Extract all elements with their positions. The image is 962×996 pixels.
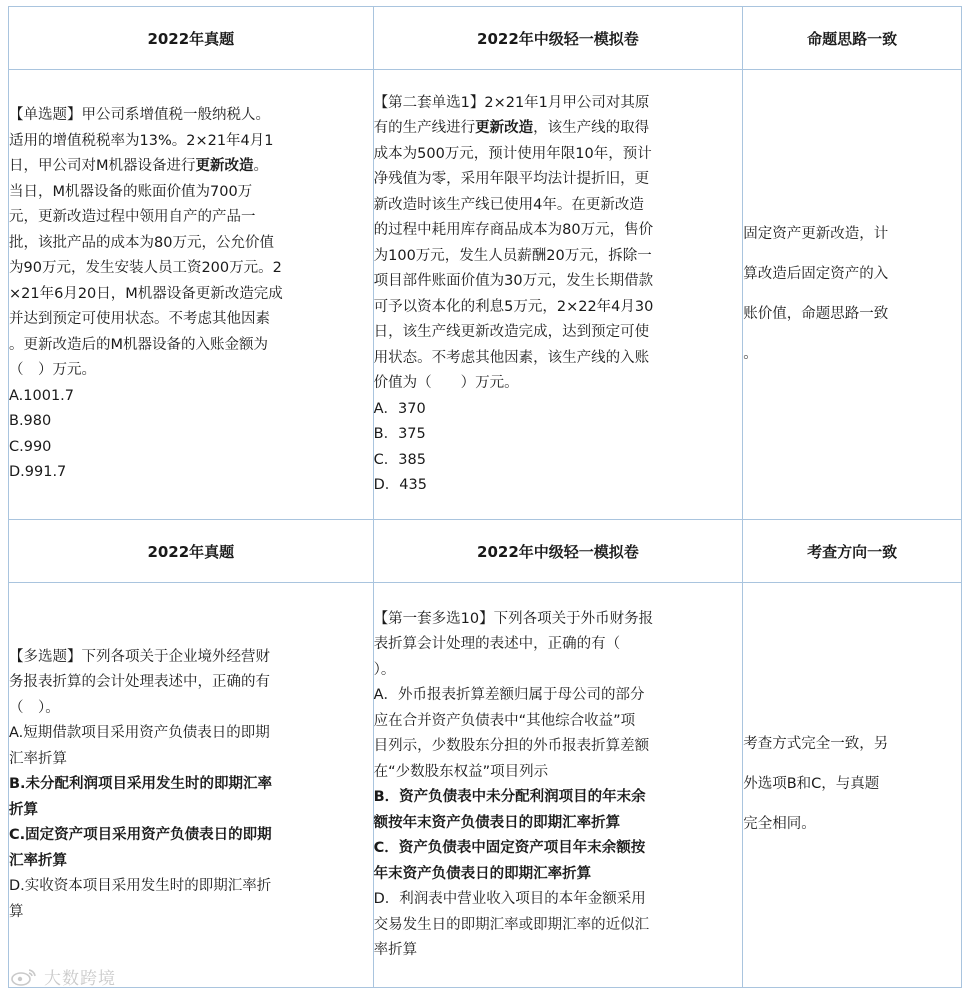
comment-cell <box>743 583 962 988</box>
text-line: D．435 <box>373 477 427 493</box>
exam-question-text <box>9 645 373 926</box>
text-line: 算 <box>9 903 24 920</box>
text-line: 净残值为零，采用年限平均法计提折旧，更 <box>373 171 650 187</box>
watermark-text: 大数跨境 <box>44 969 116 989</box>
text-line: 成本为500万元，预计使用年限10年，预计 <box>373 145 652 162</box>
weibo-logo-icon <box>10 967 40 987</box>
comparison-table <box>8 6 962 988</box>
text-line: C.固定资产项目采用资产负债表日的即期 <box>9 827 272 844</box>
col-header-mock: 2022年中级轻一模拟卷 <box>373 7 743 70</box>
text-line: 表折算会计处理的表述中，正确的有（ <box>373 636 621 652</box>
text-line: 日，甲公司对M机器设备进行更新改造。 <box>9 158 269 175</box>
mock-question-cell <box>373 70 743 520</box>
text-line: 并达到预定可使用状态。不考虑其他因素 <box>9 311 270 328</box>
text-line: 算改造后固定资产的入 <box>743 265 889 282</box>
text-line: 固定资产更新改造，计 <box>743 225 889 242</box>
exam-question-cell <box>9 70 374 520</box>
comment-text <box>743 732 961 838</box>
mock-question-text <box>374 91 743 499</box>
text-line: 折算 <box>9 801 38 818</box>
text-line: 价值为（ ）万元。 <box>373 375 519 391</box>
text-line: 为100万元，发生人员薪酬20万元，拆除一 <box>373 247 652 264</box>
text-line: 。更新改造后的M机器设备的入账金额为 <box>9 336 269 353</box>
text-line: 适用的增值税税率为13%。2×21年4月1 <box>9 132 274 149</box>
text-line: A．外币报表折算差额归属于母公司的部分 <box>373 687 645 703</box>
text-line: B．375 <box>373 426 426 442</box>
mock-question-text <box>374 607 743 964</box>
text-line: 汇率折算 <box>9 750 67 767</box>
text-line: 项目部件账面价值为30万元，发生长期借款 <box>373 273 654 289</box>
text-line: A.短期借款项目采用资产负债表日的即期 <box>9 725 270 742</box>
header-row-2 <box>9 520 962 583</box>
text-line: 汇率折算 <box>9 852 67 869</box>
text-line: 【单选题】甲公司系增值税一般纳税人。 <box>9 107 270 124</box>
text-line: 元，更新改造过程中领用自产的产品一 <box>9 209 256 226</box>
text-line: 新改造时该生产线已使用4年。在更新改造 <box>373 196 644 213</box>
text-line: C.990 <box>9 438 52 455</box>
comment-text <box>743 222 961 368</box>
text-line: 外选项B和C，与真题 <box>743 776 880 793</box>
exam-question-text <box>9 103 373 486</box>
text-line: 考查方式完全一致，另 <box>743 736 889 753</box>
text-line: 日，该生产线更新改造完成，达到预定可使 <box>373 324 650 340</box>
text-line: 在“少数股东权益”项目列示 <box>373 763 549 780</box>
bold-phrase: 更新改造 <box>475 120 534 136</box>
text-line: 可予以资本化的利息5万元，2×22年4月30 <box>373 298 654 315</box>
text-line: 账价值，命题思路一致 <box>743 305 889 322</box>
text-line: 目列示，少数股东分担的外币报表折算差额 <box>373 738 650 754</box>
text-line: 完全相同。 <box>743 816 816 833</box>
text-line: 【多选题】下列各项关于企业境外经营财 <box>9 648 270 665</box>
text-line: 务报表折算的会计处理表述中，正确的有 <box>9 674 270 691</box>
text-line: D.实收资本项目采用发生时的即期汇率折 <box>9 878 272 895</box>
text-line: 的过程中耗用库存商品成本为80万元，售价 <box>373 222 654 238</box>
text-line: ）。 <box>373 661 396 678</box>
header-row-1 <box>9 7 962 70</box>
col-header-exam: 2022年真题 <box>9 520 374 583</box>
text-line: B．资产负债表中未分配利润项目的年末余 <box>373 789 646 805</box>
text-line: 当日，M机器设备的账面价值为700万 <box>9 183 253 200</box>
text-line: 应在合并资产负债表中“其他综合收益”项 <box>373 712 636 729</box>
comment-cell <box>743 70 962 520</box>
text-line: B.980 <box>9 413 52 430</box>
bold-phrase: 更新改造 <box>195 158 254 175</box>
text-line: （ ）。 <box>9 699 60 716</box>
text-line: A．370 <box>373 400 426 417</box>
text-line: 交易发生日的即期汇率或即期汇率的近似汇 <box>373 916 650 933</box>
watermark <box>10 964 116 989</box>
text-line: ×21年6月20日，M机器设备更新改造完成 <box>9 285 283 302</box>
text-line: C．385 <box>373 451 426 468</box>
text-line: 批，该批产品的成本为80万元，公允价值 <box>9 234 274 251</box>
text-line: D．利润表中营业收入项目的本年金额采用 <box>373 891 646 907</box>
text-line: 有的生产线进行更新改造，该生产线的取得 <box>373 120 650 136</box>
col-header-exam: 2022年真题 <box>9 7 374 70</box>
text-line: A.1001.7 <box>9 387 75 404</box>
col-header-mock: 2022年中级轻一模拟卷 <box>373 520 743 583</box>
exam-question-cell <box>9 583 374 988</box>
text-line: 年末资产负债表日的即期汇率折算 <box>373 865 592 882</box>
text-line: 【第二套单选1】2×21年1月甲公司对其原 <box>373 94 650 111</box>
text-line: 【第一套多选10】下列各项关于外币财务报 <box>373 610 654 627</box>
text-line: 。 <box>743 345 758 362</box>
text-line: B.未分配利润项目采用发生时的即期汇率 <box>9 776 273 793</box>
text-line: 用状态。不考虑其他因素，该生产线的入账 <box>373 349 650 366</box>
text-line: 额按年末资产负债表日的即期汇率折算 <box>373 814 621 831</box>
content-row-1 <box>9 70 962 520</box>
text-line: 率折算 <box>373 942 418 958</box>
content-row-2 <box>9 583 962 988</box>
mock-question-cell <box>373 583 743 988</box>
text-line: 为90万元，发生安装人员工资200万元。2 <box>9 260 282 277</box>
col-header-comment: 考查方向一致 <box>743 520 962 583</box>
text-line: D.991.7 <box>9 464 67 481</box>
text-line: C．资产负债表中固定资产项目年末余额按 <box>373 840 646 856</box>
text-line: （ ）万元。 <box>9 362 96 379</box>
col-header-comment: 命题思路一致 <box>743 7 962 70</box>
